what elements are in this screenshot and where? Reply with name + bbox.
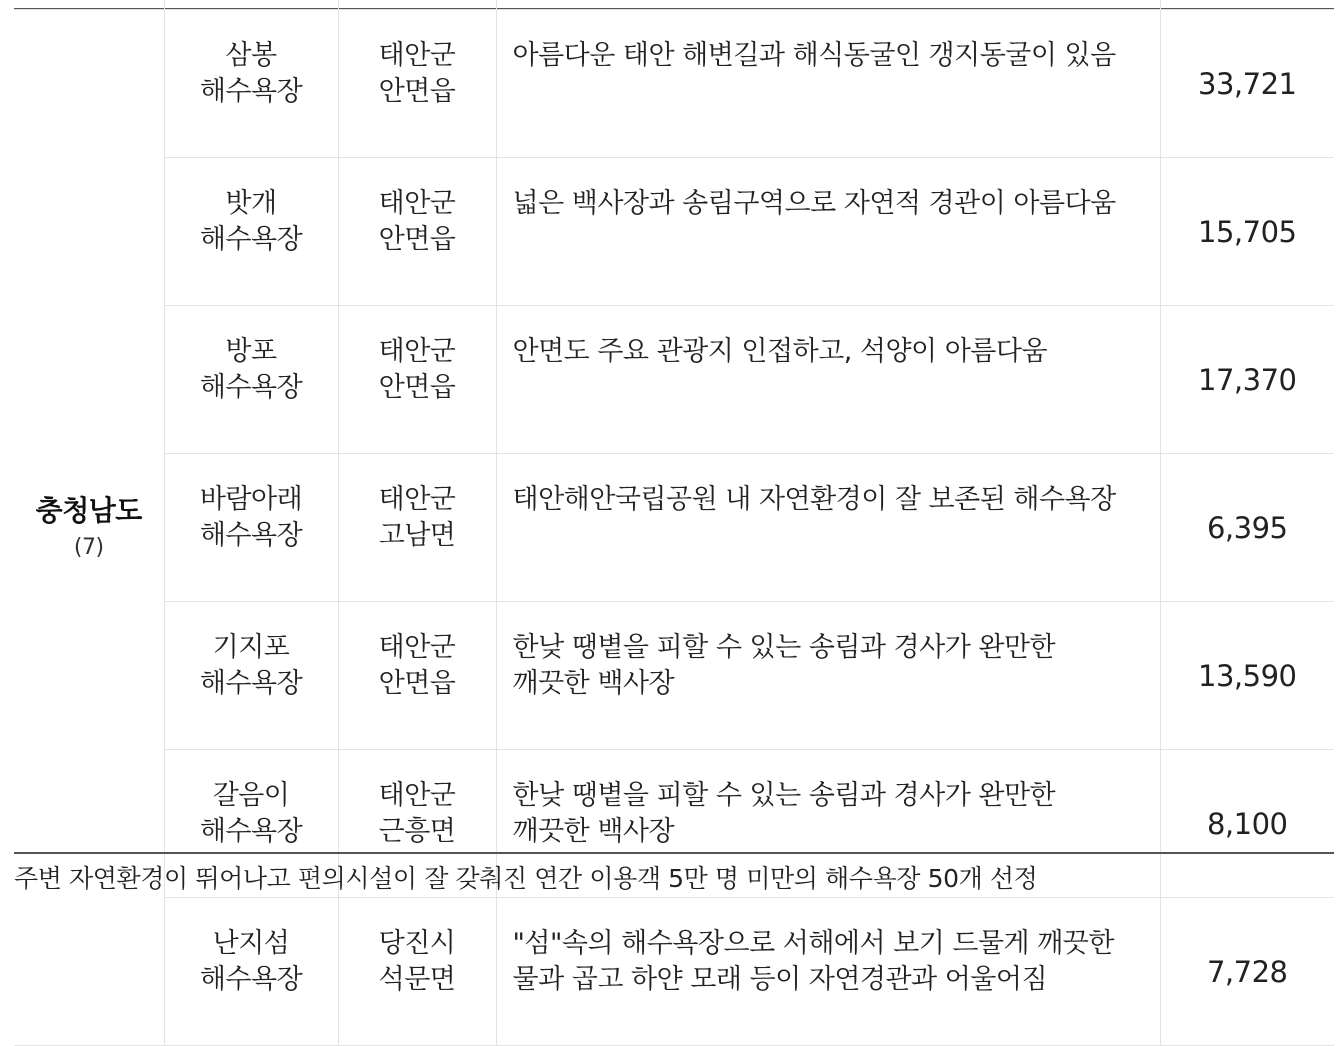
beach-name-line1: 난지섬 (212, 928, 290, 959)
location-line1: 태안군 (378, 40, 456, 71)
location-cell (338, 454, 496, 602)
location-line2: 안면읍 (378, 668, 456, 699)
location-line1: 태안군 (378, 484, 456, 515)
visitors-cell: 6,395 (1160, 454, 1334, 602)
beach-name-line2: 해수욕장 (199, 668, 303, 699)
visitors-cell: 7,728 (1160, 898, 1334, 1046)
beach-name-line2: 해수욕장 (199, 76, 303, 107)
location-line1: 당진시 (378, 928, 456, 959)
beach-name-cell (164, 10, 338, 158)
location-line2: 석문면 (378, 964, 456, 995)
location-cell (338, 10, 496, 158)
table-row (14, 454, 1334, 602)
region-count: (7) (73, 534, 104, 560)
beach-name-cell (164, 306, 338, 454)
description-cell (496, 898, 1160, 1046)
location-line1: 태안군 (378, 632, 456, 663)
beach-name-line1: 바람아래 (199, 484, 303, 515)
table-row (14, 898, 1334, 1046)
table-row (14, 10, 1334, 158)
beach-name-line1: 방포 (225, 336, 277, 367)
location-cell (338, 898, 496, 1046)
location-line2: 고남면 (378, 520, 456, 551)
location-line2: 근흥면 (378, 816, 456, 847)
table-row (14, 306, 1334, 454)
description-cell (496, 602, 1160, 750)
location-line1: 태안군 (378, 780, 456, 811)
location-line2: 안면읍 (378, 224, 456, 255)
location-cell (338, 602, 496, 750)
description-line1: 한낮 땡볕을 피할 수 있는 송림과 경사가 완만한 (512, 632, 1056, 663)
beach-name-line1: 기지포 (212, 632, 290, 663)
beach-name-cell (164, 158, 338, 306)
footnote: 주변 자연환경이 뛰어나고 편의시설이 잘 갖춰진 연간 이용객 5만 명 미만의 해수욕장 50개 선정 (14, 864, 1038, 893)
table-row (14, 602, 1334, 750)
location-cell (338, 158, 496, 306)
visitors-cell: 17,370 (1160, 306, 1334, 454)
visitors-cell: 33,721 (1160, 10, 1334, 158)
beach-name-cell (164, 602, 338, 750)
description-line1: 한낮 땡볕을 피할 수 있는 송림과 경사가 완만한 (512, 780, 1056, 811)
description-line2: 깨끗한 백사장 (512, 816, 675, 847)
location-line2: 안면읍 (378, 76, 456, 107)
table-row (14, 158, 1334, 306)
description-cell (496, 158, 1160, 306)
description-line2: 깨끗한 백사장 (512, 668, 675, 699)
beach-name-cell (164, 898, 338, 1046)
beach-name-line2: 해수욕장 (199, 224, 303, 255)
description-line1: 아름다운 태안 해변길과 해식동굴인 갱지동굴이 있음 (512, 40, 1116, 71)
location-cell (338, 306, 496, 454)
table-row-spacer (14, 0, 1334, 10)
beach-name-cell (164, 454, 338, 602)
description-cell (496, 306, 1160, 454)
beach-name-line2: 해수욕장 (199, 816, 303, 847)
visitors-cell: 13,590 (1160, 602, 1334, 750)
description-line1: 안면도 주요 관광지 인접하고, 석양이 아름다움 (512, 336, 1048, 367)
visitors-cell: 15,705 (1160, 158, 1334, 306)
description-line1: 태안해안국립공원 내 자연환경이 잘 보존된 해수욕장 (512, 484, 1116, 515)
beach-name-line2: 해수욕장 (199, 520, 303, 551)
table-bottom-border (14, 852, 1334, 854)
region-name: 충청남도 (35, 493, 142, 527)
beach-name-line2: 해수욕장 (199, 964, 303, 995)
description-cell (496, 454, 1160, 602)
description-line1: 넓은 백사장과 송림구역으로 자연적 경관이 아름다움 (512, 188, 1116, 219)
description-line2: 물과 곱고 하얀 모래 등이 자연경관과 어울어짐 (512, 964, 1048, 995)
description-line1: "섬"속의 해수욕장으로 서해에서 보기 드물게 깨끗한 (512, 928, 1114, 959)
beach-name-line1: 갈음이 (212, 780, 290, 811)
location-line1: 태안군 (378, 188, 456, 219)
description-cell (496, 10, 1160, 158)
beach-name-line2: 해수욕장 (199, 372, 303, 403)
beach-name-line1: 삼봉 (225, 40, 277, 71)
beach-name-line1: 밧개 (225, 188, 277, 219)
location-line1: 태안군 (378, 336, 456, 367)
visitors-cell: 8,100 (1160, 750, 1334, 898)
location-line2: 안면읍 (378, 372, 456, 403)
